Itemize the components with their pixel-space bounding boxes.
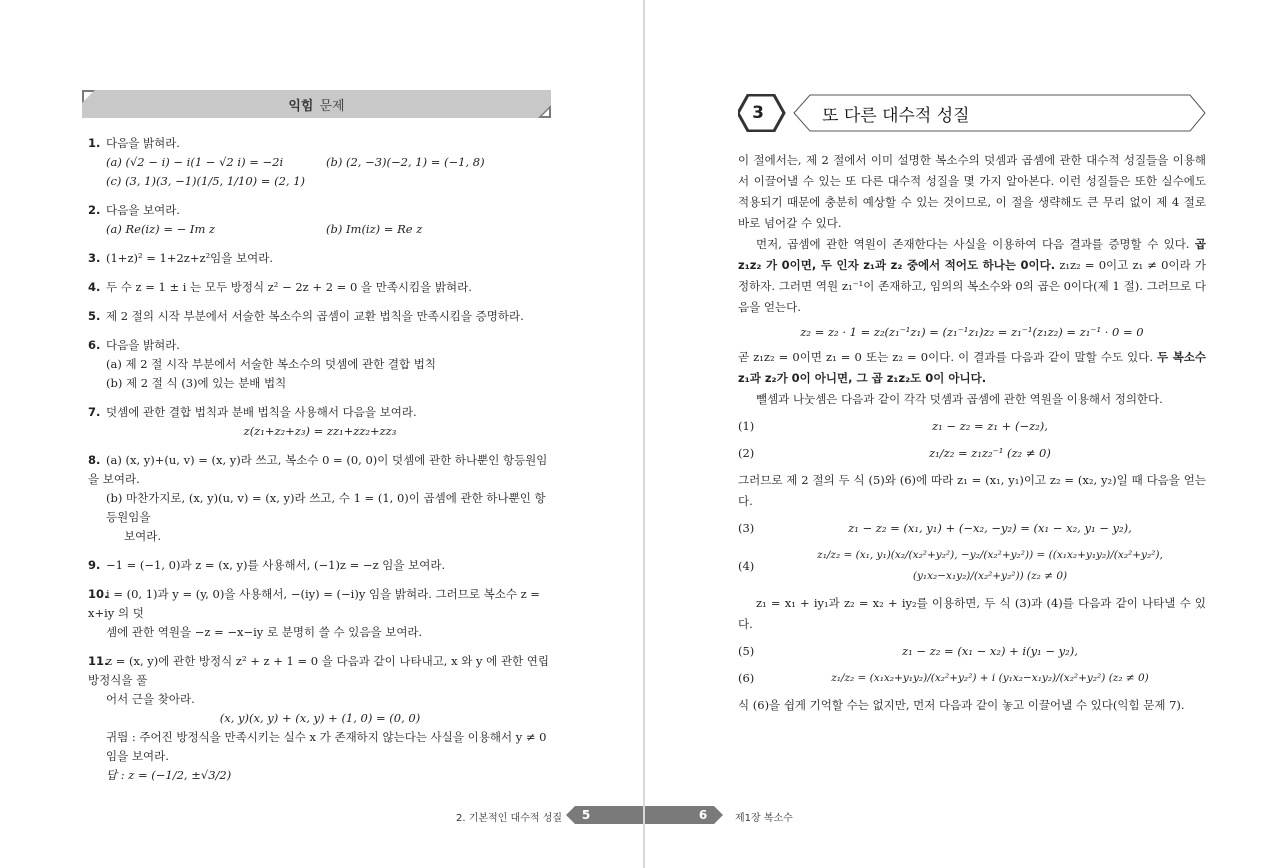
problem-number: 7. xyxy=(88,405,101,419)
problem-part-c: (c) (3, 1)(3, −1)(1/5, 1/10) = (2, 1) xyxy=(106,174,306,188)
problem-number: 6. xyxy=(88,338,101,352)
problem-text: 두 수 z = 1 ± i 는 모두 방정식 z² − 2z + 2 = 0 을 만족시킴을 밝혀라. xyxy=(106,280,472,294)
problem-number: 5. xyxy=(88,309,101,323)
problem-9 xyxy=(88,556,552,575)
equation-label: (1) xyxy=(738,419,755,433)
problem-number: 10. xyxy=(88,587,109,601)
problem-answer: 답 : z = (−1/2, ±√3/2) xyxy=(106,768,232,782)
paragraph-7: 식 (6)을 쉽게 기억할 수는 없지만, 먼저 다음과 같이 놓고 이끌어낼 수 있다(익힘 문제 7). xyxy=(738,698,1185,712)
exercise-header-rest: 문제 xyxy=(319,98,345,114)
equation-1 xyxy=(738,416,1206,437)
equation-2 xyxy=(738,443,1206,464)
footer-chapter-left: 2. 기본적인 대수적 성질 xyxy=(456,812,563,824)
problem-part-a: (a) 제 2 절 시작 부분에서 서술한 복소수의 덧셈에 관한 결합 법칙 xyxy=(106,357,436,371)
equation-expr: z₁/z₂ = (x₁, y₁)(x₂/(x₂²+y₂²), −y₂/(x₂²+y₂²)) = ((x₁x₂+y₁y₂)/(x₂²+y₂²), (y₁x₂−x₁y₂)/(x₂²+y₂²)) (z₂ ≠ 0) xyxy=(817,549,1163,582)
problem-hint: 귀띔 : 주어진 방정식을 만족시키는 실수 x 가 존재하지 않는다는 사실을 이용해서 y ≠ 0 임을 보여라. xyxy=(106,730,547,763)
problem-text: −1 = (−1, 0)과 z = (x, y)를 사용해서, (−1)z = −z 임을 보여라. xyxy=(106,558,446,572)
equation-6 xyxy=(738,668,1206,689)
paragraph-3-lead: 곧 z₁z₂ = 0이면 z₁ = 0 또는 z₂ = 0이다. 이 결과를 다음과 같이 말할 수도 있다. xyxy=(738,350,1158,364)
section-body xyxy=(738,150,1206,716)
equation-label: (4) xyxy=(738,558,755,573)
problem-2 xyxy=(88,201,552,239)
paragraph-5: 그러므로 제 2 절의 두 식 (5)와 (6)에 따라 z₁ = (x₁, y₁)이고 z₂ = (x₂, y₂)일 때 다음을 얻는다. xyxy=(738,473,1206,508)
exercise-list xyxy=(88,134,552,795)
equation-expr: z₁/z₂ = (x₁x₂+y₁y₂)/(x₂²+y₂²) + i (y₁x₂−x₁y₂)/(x₂²+y₂²) (z₂ ≠ 0) xyxy=(831,672,1149,684)
problem-text-cont: 어서 근을 찾아라. xyxy=(106,692,195,706)
problem-equation: z(z₁+z₂+z₃) = zz₁+zz₂+zz₃ xyxy=(243,424,397,438)
problem-part-b: (b) 제 2 절 식 (3)에 있는 분배 법칙 xyxy=(106,376,287,390)
section-title: 또 다른 대수적 성질 xyxy=(822,105,970,126)
problem-part-b: (b) 마찬가지로, (x, y)(u, v) = (x, y)라 쓰고, 수 1 = (1, 0)이 곱셈에 관한 하나뿐인 항등원임을 xyxy=(106,491,546,524)
problem-6 xyxy=(88,336,552,393)
problem-text: 다음을 보여라. xyxy=(106,203,180,217)
equation-label: (3) xyxy=(738,521,755,535)
problem-part-a: (a) (√2 − i) − i(1 − √2 i) = −2i xyxy=(106,155,284,169)
problem-11 xyxy=(88,652,552,785)
corner-mark-top-left-icon xyxy=(82,90,95,103)
equation-label: (2) xyxy=(738,446,755,460)
problem-number: 8. xyxy=(88,453,101,467)
problem-1 xyxy=(88,134,552,191)
equation-expr: z₁ − z₂ = z₁ + (−z₂), xyxy=(932,419,1048,433)
problem-text: 다음을 밝혀라. xyxy=(106,136,180,150)
corner-mark-bottom-right-icon xyxy=(538,105,551,118)
problem-10 xyxy=(88,585,552,642)
section-header-frame-icon xyxy=(738,94,1206,132)
exercise-header-bold: 익힘 xyxy=(288,98,314,114)
problem-text-cont: 셈에 관한 역원을 −z = −x−iy 로 분명히 쓸 수 있음을 보여라. xyxy=(106,625,423,639)
problem-text: (1+z)² = 1+2z+z²임을 보여라. xyxy=(106,251,274,265)
problem-text: 덧셈에 관한 결합 법칙과 분배 법칙을 사용해서 다음을 보여라. xyxy=(106,405,417,419)
footer-chapter-right: 제1장 복소수 xyxy=(735,812,793,824)
problem-5 xyxy=(88,307,552,326)
problem-part-b: (b) (2, −3)(−2, 1) = (−1, 8) xyxy=(326,155,485,169)
equation-expr: z₁ − z₂ = (x₁, y₁) + (−x₂, −y₂) = (x₁ − x₂, y₁ − y₂), xyxy=(848,521,1132,535)
section-number: 3 xyxy=(752,103,764,123)
problem-part-b-cont: 보여라. xyxy=(124,529,161,543)
problem-number: 2. xyxy=(88,203,101,217)
paragraph-2-lead: 먼저, 곱셈에 관한 역원이 존재한다는 사실을 이용하여 다음 결과를 증명할 수 있다. xyxy=(756,237,1195,251)
paragraph-4: 뺄셈과 나눗셈은 다음과 같이 각각 덧셈과 곱셈에 관한 역원을 이용해서 정의한다. xyxy=(756,392,1163,406)
problem-part-a: (a) Re(iz) = − Im z xyxy=(106,222,216,236)
paragraph-3 xyxy=(738,347,1206,389)
paragraph-2-proof: z₁z₂ = 0이고 z₁ ≠ 0이라 가정하자. 그러면 역원 z₁⁻¹이 존재하고, 임의의 복소수와 0의 곱은 0이다(제 1 절). 그러므로 다음을 얻는다. xyxy=(738,258,1206,314)
problem-text: 다음을 밝혀라. xyxy=(106,338,180,352)
equation-3 xyxy=(738,518,1206,539)
problem-number: 9. xyxy=(88,558,101,572)
problem-number: 11. xyxy=(88,654,109,668)
problem-text: 제 2 절의 시작 부분에서 서술한 복소수의 곱셈이 교환 법칙을 만족시킴을 증명하라. xyxy=(106,309,524,323)
page-number-left: 5 xyxy=(581,808,591,822)
problem-8 xyxy=(88,451,552,546)
equation-expr: z₁/z₂ = z₁z₂⁻¹ (z₂ ≠ 0) xyxy=(929,446,1051,460)
paragraph-2 xyxy=(738,234,1206,318)
problem-text: i = (0, 1)과 y = (y, 0)을 사용해서, −(iy) = (−i)y 임을 밝혀라. 그러므로 복소수 z = x+iy 의 덧 xyxy=(88,587,540,620)
problem-equation: (x, y)(x, y) + (x, y) + (1, 0) = (0, 0) xyxy=(219,711,421,725)
section-header xyxy=(738,94,1206,132)
equation-4 xyxy=(738,545,1206,587)
problem-3 xyxy=(88,249,552,268)
paragraph-6: z₁ = x₁ + iy₁과 z₂ = x₂ + iy₂를 이용하면, 두 식 (3)과 (4)를 다음과 같이 나타낼 수 있다. xyxy=(738,596,1206,631)
paragraph-1: 이 절에서는, 제 2 절에서 이미 설명한 복소수의 덧셈과 곱셈에 관한 대수적 성질들을 이용해서 이끌어낼 수 있는 또 다른 대수적 성질을 몇 가지 알아본다. 이런 성질들은 또한 실수에도 적용되기 때문에 충분히 예상할 수 있는 것이므로, 이 절을 생략해도 큰 무리 없이 제 4 절로 바로 넘어갈 수 있다. xyxy=(738,153,1206,230)
exercise-header xyxy=(82,90,551,118)
paragraph-3-theorem: 두 복소수 z₁과 z₂가 0이 아니면, 그 곱 z₁z₂도 0이 아니다. xyxy=(738,350,1206,385)
problem-part-a: (a) (x, y)+(u, v) = (x, y)라 쓰고, 복소수 0 = (0, 0)이 덧셈에 관한 하나뿐인 항등원임을 보여라. xyxy=(88,453,548,486)
equation-expr: z₁ − z₂ = (x₁ − x₂) + i(y₁ − y₂), xyxy=(902,644,1078,658)
paragraph-2-theorem: 곱 z₁z₂ 가 0이면, 두 인자 z₁과 z₂ 중에서 적어도 하나는 0이다. xyxy=(738,237,1206,272)
equation-5 xyxy=(738,641,1206,662)
problem-7 xyxy=(88,403,552,441)
page-number-right: 6 xyxy=(698,808,708,822)
problem-part-b: (b) Im(iz) = Re z xyxy=(326,222,423,236)
equation-label: (6) xyxy=(738,671,755,685)
problem-4 xyxy=(88,278,552,297)
problem-text: z = (x, y)에 관한 방정식 z² + z + 1 = 0 을 다음과 같이 나타내고, x 와 y 에 관한 연립 방정식을 풀 xyxy=(88,654,550,687)
equation-label: (5) xyxy=(738,644,755,658)
problem-number: 1. xyxy=(88,136,101,150)
equation-proof: z₂ = z₂ · 1 = z₂(z₁⁻¹z₁) = (z₁⁻¹z₁)z₂ = z₁⁻¹(z₁z₂) = z₁⁻¹ · 0 = 0 xyxy=(800,325,1144,339)
problem-number: 3. xyxy=(88,251,101,265)
problem-number: 4. xyxy=(88,280,101,294)
